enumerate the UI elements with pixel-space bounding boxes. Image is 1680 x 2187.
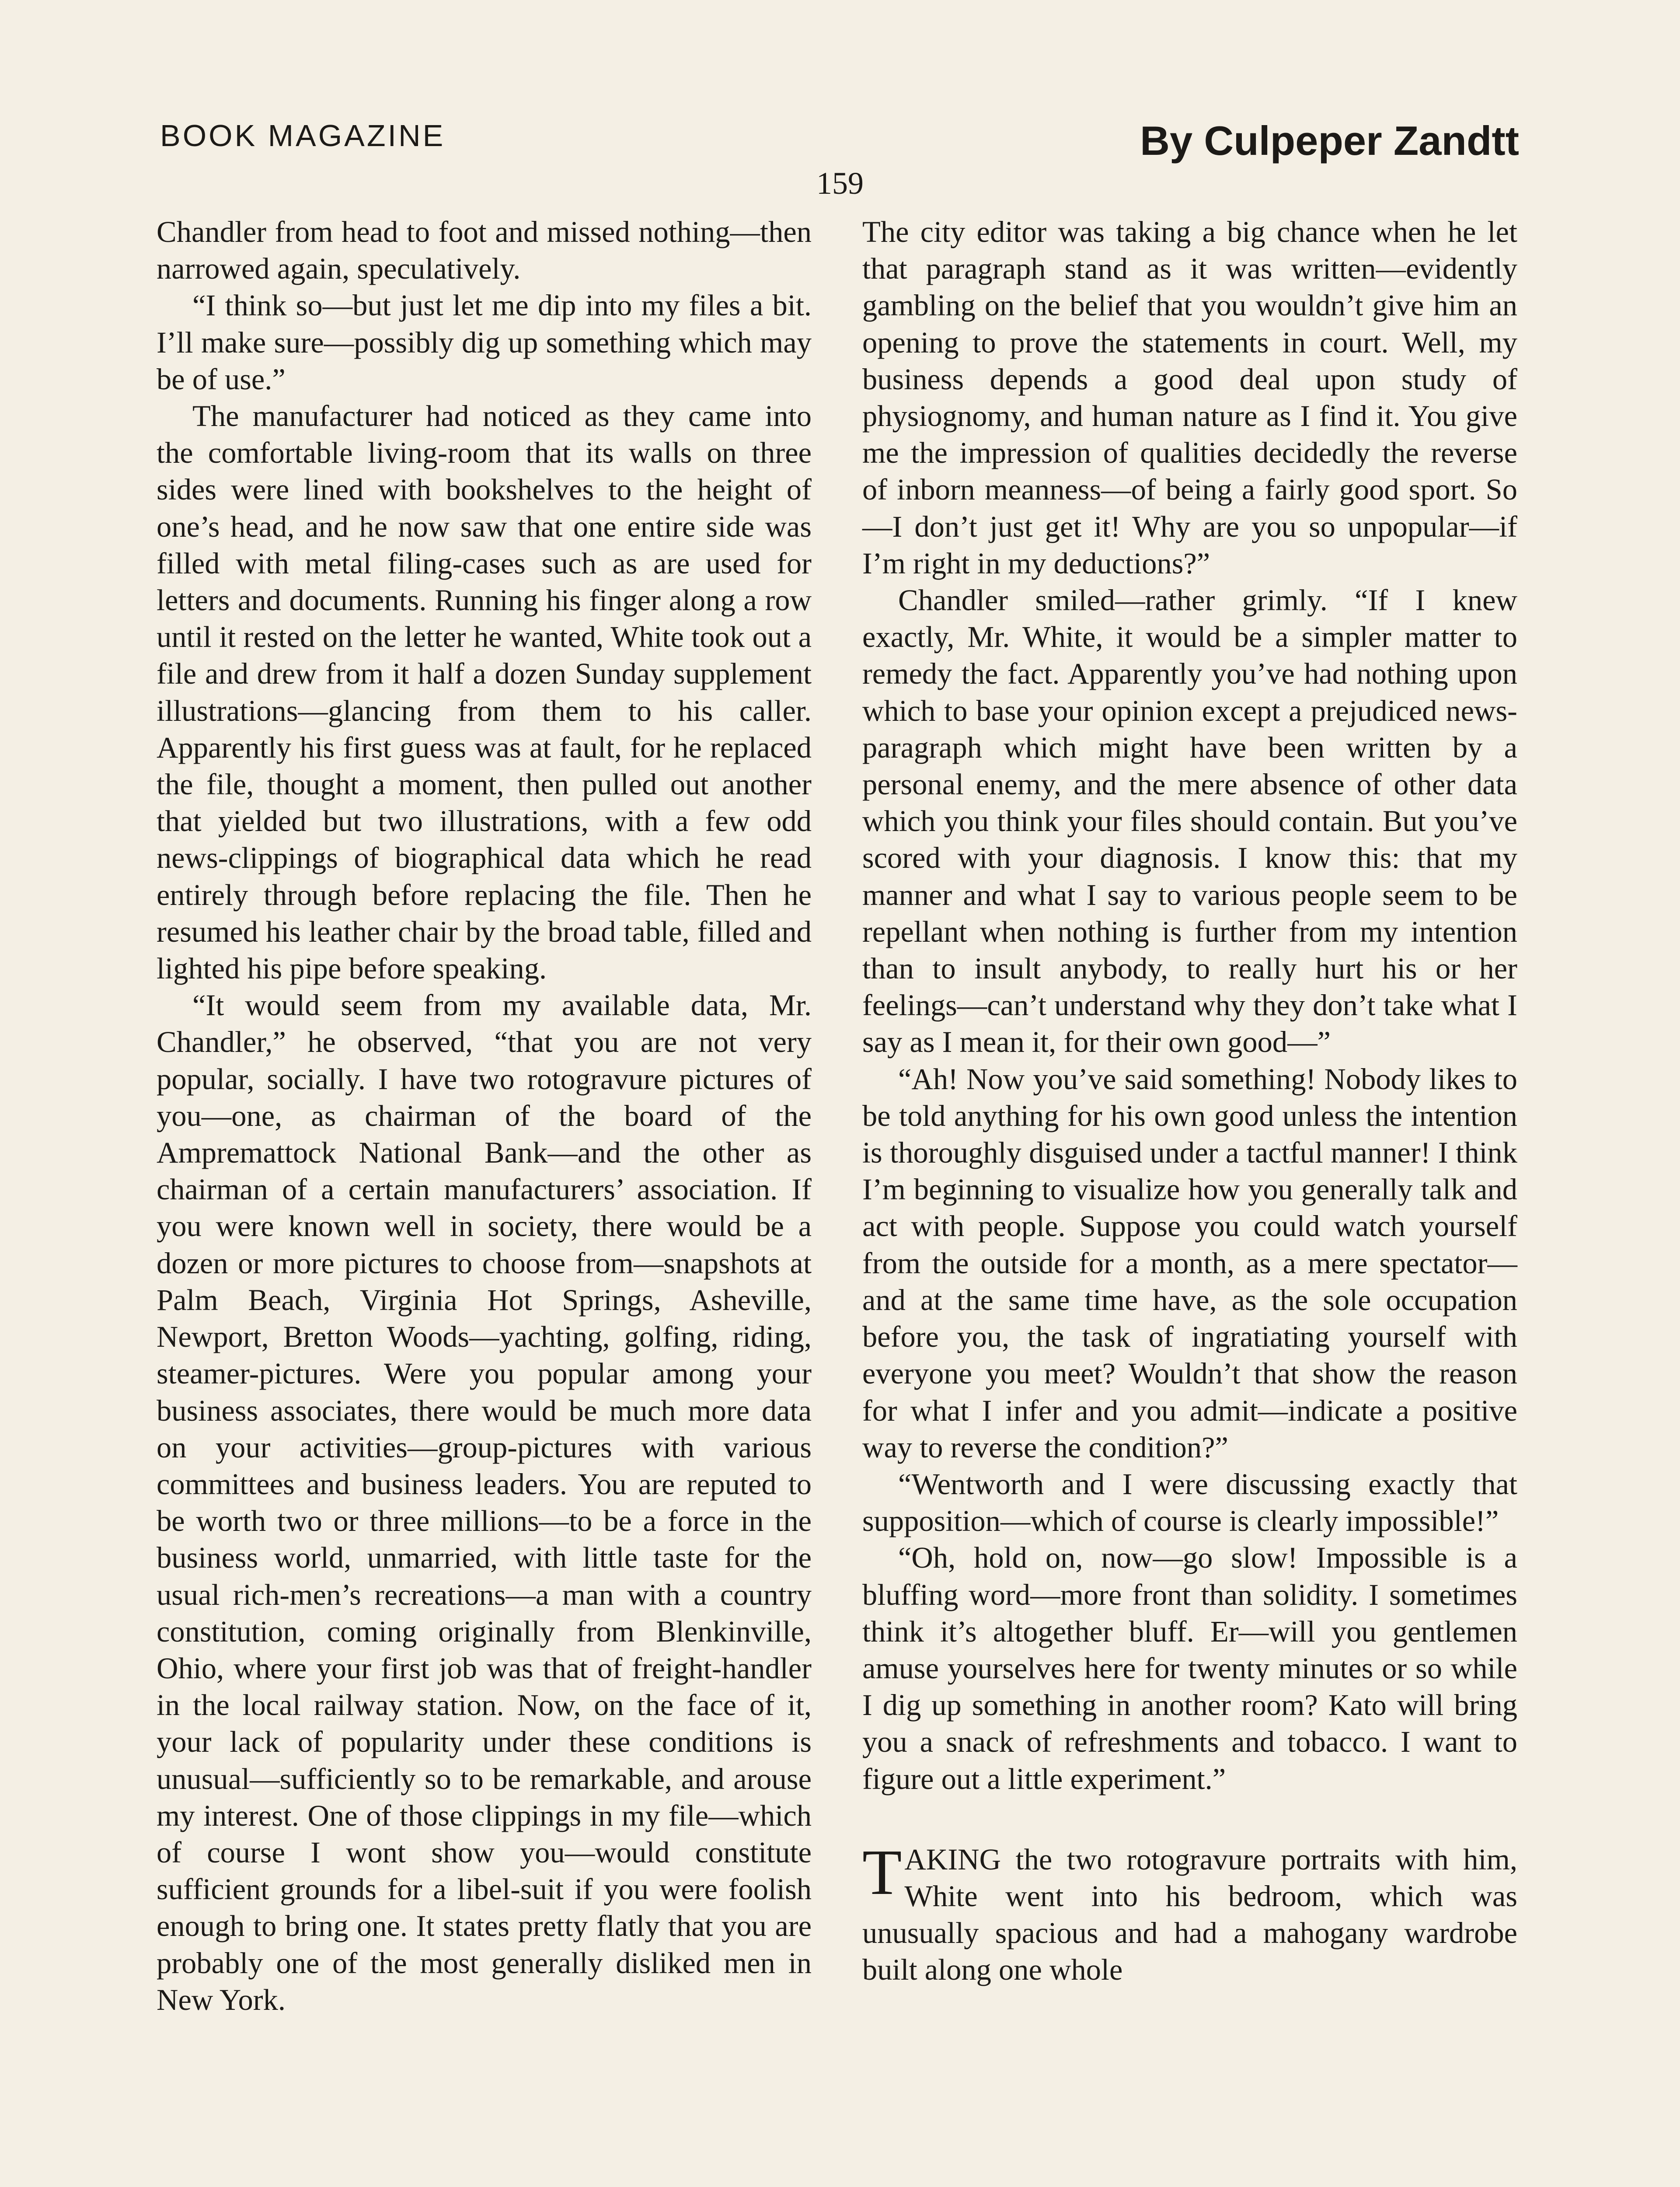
paragraph: “It would seem from my available data, Mr. Chandler,” he observed, “that you are not very popular, socially. I have two rotogravure pictures of you—one, as chairman of the board of the Ampremattock National Bank—and the other as chairman of a certain manufacturers’ association. If you were known well in society, there would be a dozen or more pictures to choose from—snapshots at Palm Beach, Virginia Hot Springs, Asheville, Newport, Bretton Woods—yachting, golfing, riding, steamer-pictures. Were you popular among your business associates, there would be much more data on your activities—group-pictures with various committees and business leaders. You are reputed to be worth two or three millions—to be a force in the business world, unmarried, with little taste for the usual rich-men’s recreations—a man with a country constitution, coming originally from Blenkinville, Ohio, where your first job was that of freight-handler in the local railway station. Now, on the face of it, your lack of popularity under these conditions is unusual—sufficiently so to be remarkable, and arouse my interest. One of those clippings in my file—which of course I wont show you—would constitute sufficient grounds for a libel-suit if you were foolish enough to bring one. It states pretty flatly that you are probably one of the most generally disliked men in New York. — [157, 989, 812, 2016]
paragraph: The manufacturer had noticed as they came into the comfortable living-room that its walls on three sides were lined with bookshelves to the height of one’s head, and he now saw that one entire side was filled with metal filing-cases such as are used for letters and documents. Running his finger along a row until it rested on the letter he wanted, White took out a file and drew from it half a dozen Sunday supplement illustrations—glancing from them to his caller. Apparently his first guess was at fault, for he replaced the file, thought a moment, then pulled out another that yielded but two illustrations, with a few odd news-clippings of biographical data which he read entirely through before replacing the file. Then he resumed his leather chair by the broad table, filled and lighted his pipe before speaking. — [157, 399, 812, 985]
page-number: 159 — [816, 166, 864, 201]
paragraph: Chandler smiled—rather grimly. “If I knew exactly, Mr. White, it would be a simpler matter to remedy the fact. Apparently you’ve had nothing upon which to base your opinion except a prejudiced news-paragraph which might have been written by a personal enemy, and the mere absence of other data which you think your files should contain. But you’ve scored with your diagnosis. I know this: that my manner and what I say to various people seem to be repellant when nothing is further from my intention than to insult anybody, to really hurt his or her feelings—can’t understand why they don’t take what I say as I mean it, for their own good—” — [862, 583, 1517, 1059]
paragraph: The city editor was taking a big chance when he let that paragraph stand as it was written—evidently gambling on the belief that you wouldn’t give him an opening to prove the statements in court. Well, my business depends a good deal upon study of physiognomy, and human nature as I find it. You give me the impression of qualities decidedly the reverse of inborn meanness—of being a fairly good sport. So —I don’t just get it! Why are you so unpopular—if I’m right in my deductions?” — [862, 215, 1517, 580]
left-column — [157, 213, 812, 2018]
section-start-paragraph — [862, 1836, 1517, 1988]
paragraph: “Wentworth and I were discussing exactly that supposition—which of course is clearly impossible!” — [862, 1467, 1517, 1538]
section-start-text: AKING the two rotogravure portraits with him, White went into his bedroom, which was unusually spacious and had a mahogany wardrobe built along one whole — [862, 1842, 1517, 1987]
paragraph: “Oh, hold on, now—go slow! Impossible is a bluffing word—more front than solidity. I sometimes think it’s altogether bluff. Er—will you gentlemen amuse yourselves here for twenty minutes or so while I dig up something in another room? Kato will bring you a snack of refreshments and tobacco. I want to figure out a little experiment.” — [862, 1541, 1517, 1796]
author-byline: By Culpeper Zandtt — [1140, 118, 1519, 164]
paragraph: “I think so—but just let me dip into my files a bit. I’ll make sure—possibly dig up something which may be of use.” — [157, 289, 812, 396]
paragraph: Chandler from head to foot and missed nothing—then narrowed again, speculatively. — [157, 215, 812, 286]
magazine-title: BOOK MAGAZINE — [160, 119, 446, 153]
drop-cap: T — [862, 1836, 902, 1908]
paragraph: “Ah! Now you’ve said something! Nobody likes to be told anything for his own good unless the intention is thoroughly disguised under a tactful manner! I think I’m beginning to visualize how you generally talk and act with people. Suppose you could watch yourself from the outside for a month, as a mere spectator—and at the same time have, as the sole occupation before you, the task of ingratiating yourself with everyone you meet? Wouldn’t that show the reason for what I infer and you admit—indicate a positive way to reverse the condition?” — [862, 1062, 1517, 1464]
right-column — [862, 213, 1517, 1988]
